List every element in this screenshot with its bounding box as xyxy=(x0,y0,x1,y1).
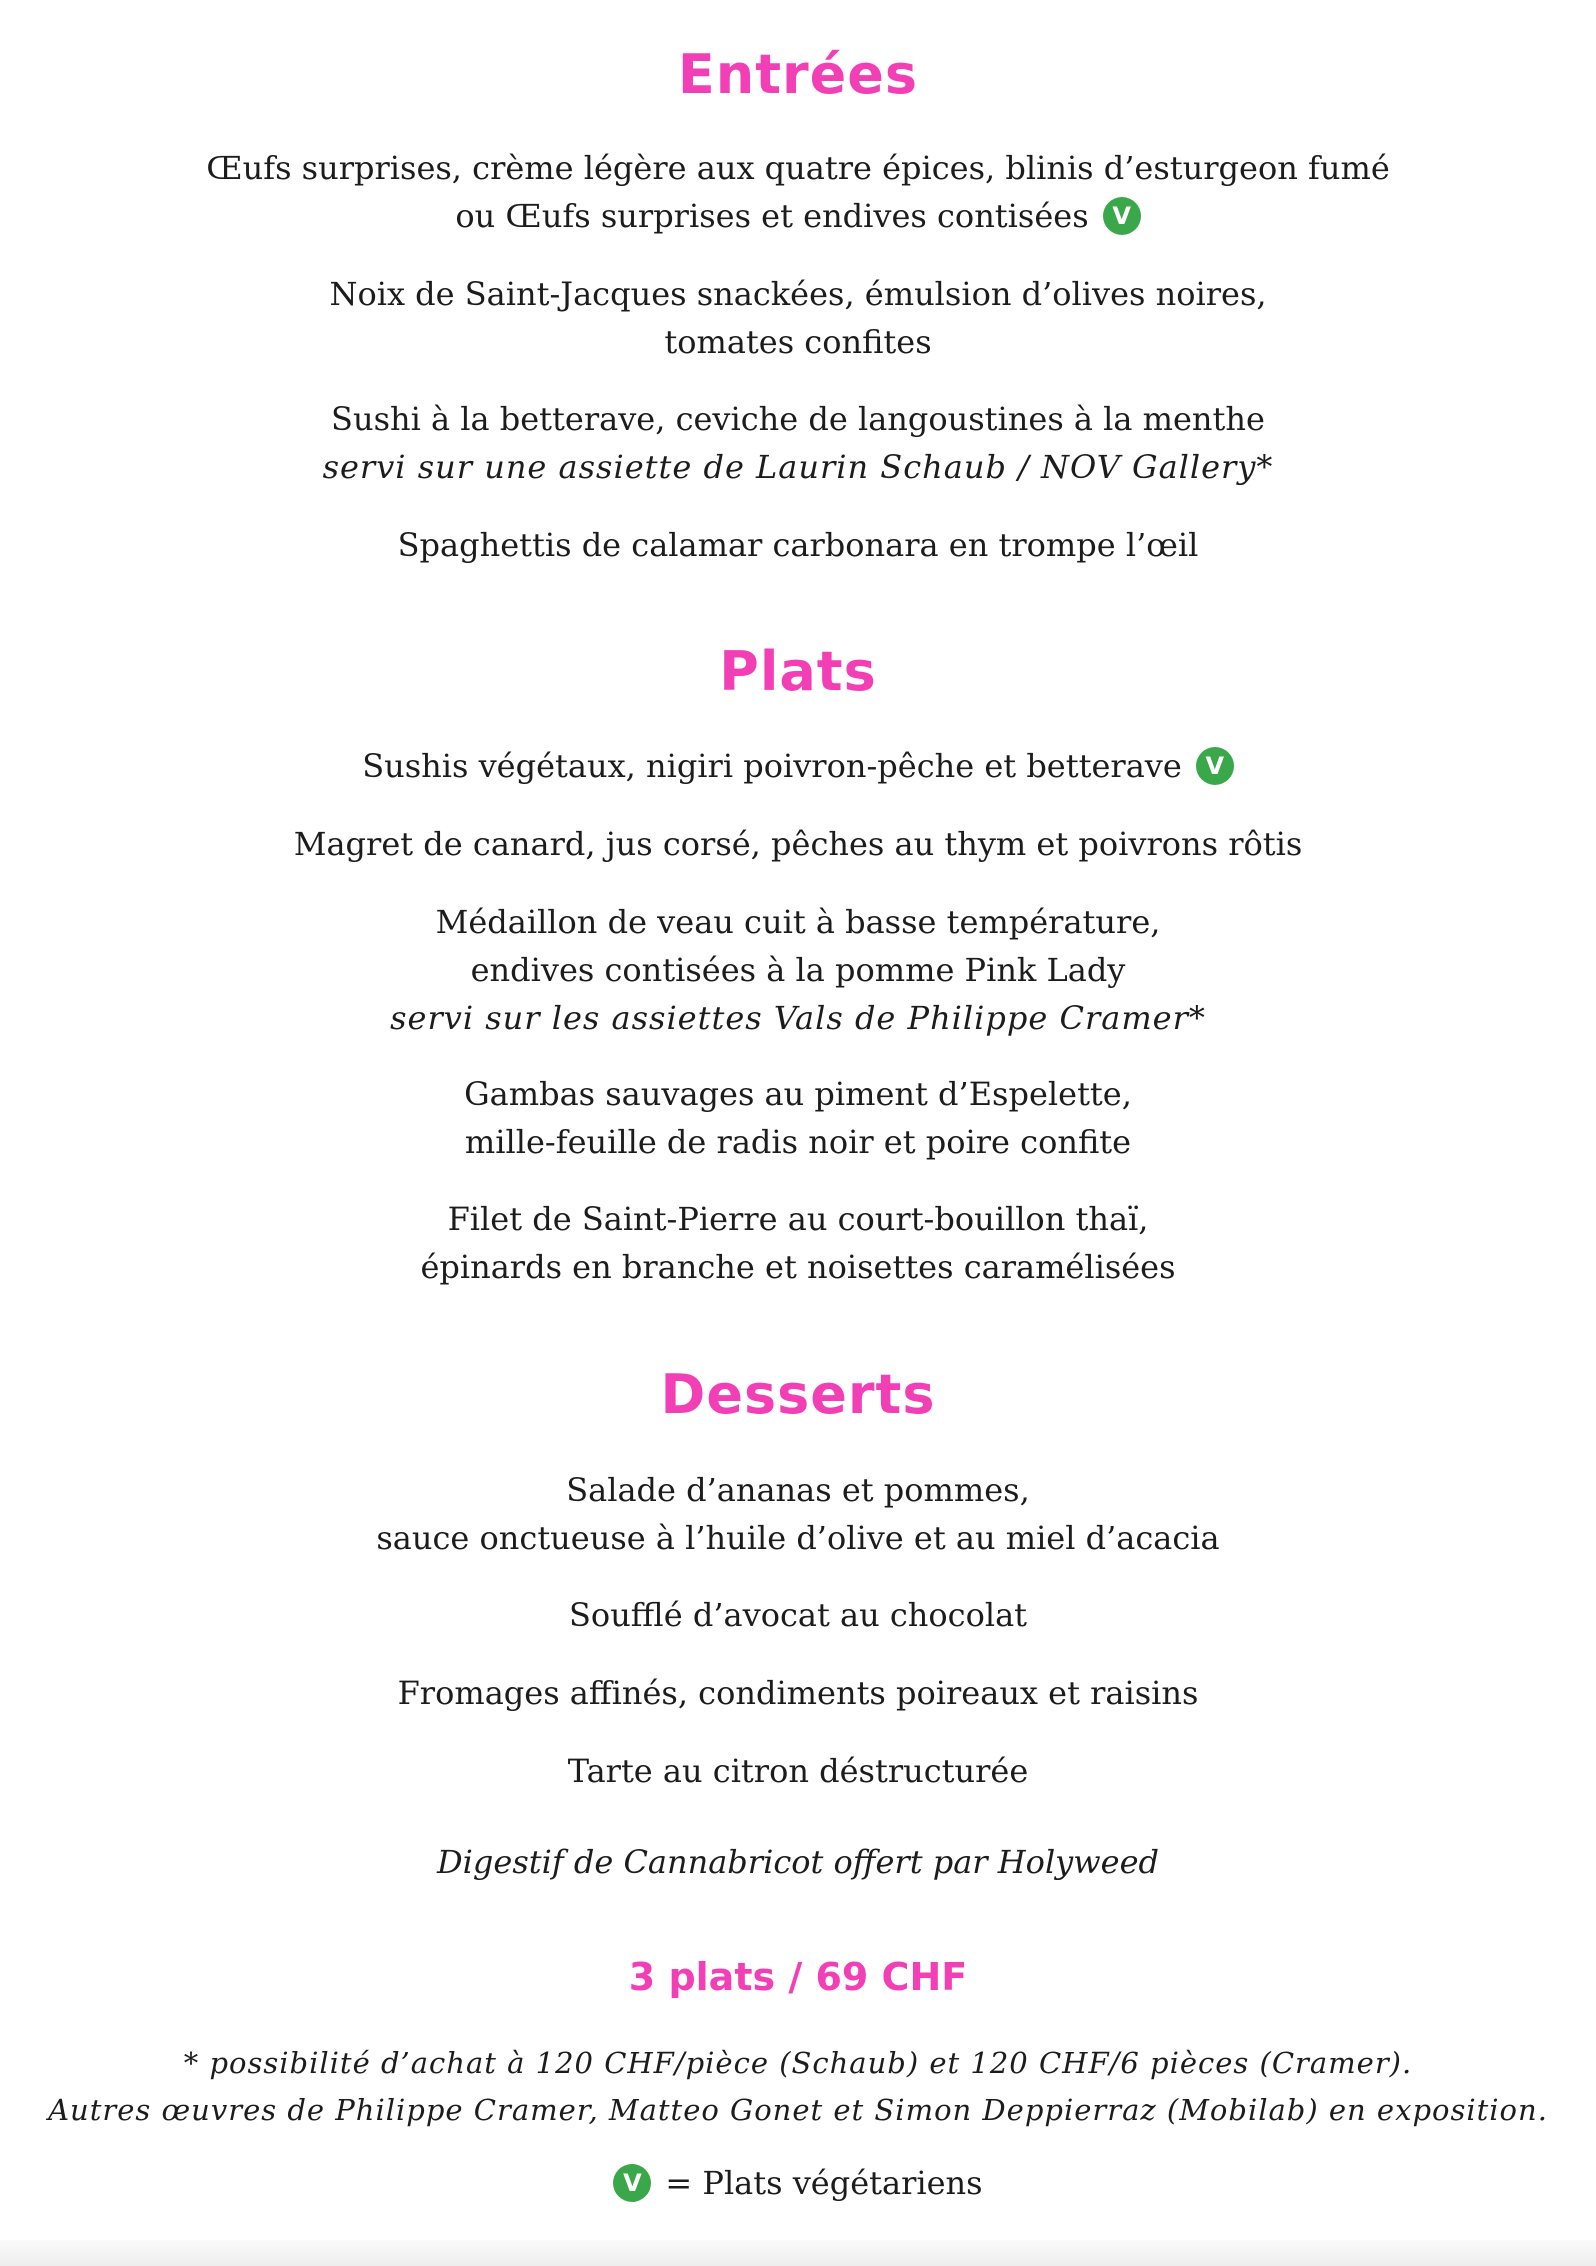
dish-line: épinards en branche et noisettes caramélisées xyxy=(420,1248,1176,1286)
dish-line-with-badge xyxy=(0,742,1596,790)
footnote xyxy=(0,2040,1596,2134)
dish-line: Tarte au citron déstructurée xyxy=(567,1752,1029,1790)
dish-plat-2 xyxy=(0,820,1596,868)
digestif-note: Digestif de Cannabricot offert par Holyweed xyxy=(437,1843,1159,1881)
dish-line: Soufflé d’avocat au chocolat xyxy=(569,1596,1027,1634)
dish-line: Gambas sauvages au piment d’Espelette, xyxy=(464,1075,1132,1113)
dish-line: Sushis végétaux, nigiri poivron-pêche et betterave xyxy=(362,747,1182,785)
vegetarian-legend xyxy=(0,2159,1596,2207)
dish-entree-1 xyxy=(0,144,1596,240)
dish-line-with-badge xyxy=(0,192,1596,240)
vegetarian-icon: V xyxy=(613,2164,651,2202)
dish-line: Noix de Saint-Jacques snackées, émulsion d’olives noires, xyxy=(329,275,1267,313)
page-bottom-edge xyxy=(0,2240,1596,2266)
dish-line: Filet de Saint-Pierre au court-bouillon thaï, xyxy=(447,1200,1149,1238)
dish-plat-5 xyxy=(0,1195,1596,1291)
dish-serving-note: servi sur une assiette de Laurin Schaub / NOV Gallery* xyxy=(322,448,1274,486)
dish-dessert-2 xyxy=(0,1591,1596,1639)
dish-line: Médaillon de veau cuit à basse température, xyxy=(435,903,1161,941)
section-title-plats: Plats xyxy=(719,640,877,703)
dish-line: Magret de canard, jus corsé, pêches au thym et poivrons rôtis xyxy=(293,825,1303,863)
dish-dessert-1 xyxy=(0,1466,1596,1562)
dish-line: tomates confites xyxy=(664,323,932,361)
dish-dessert-4 xyxy=(0,1747,1596,1795)
dish-serving-note: servi sur les assiettes Vals de Philippe Cramer* xyxy=(390,999,1206,1037)
dish-dessert-3 xyxy=(0,1669,1596,1717)
legend-text: = Plats végétariens xyxy=(665,2164,983,2202)
dish-entree-3 xyxy=(0,395,1596,491)
dish-entree-2 xyxy=(0,270,1596,366)
dish-line: Sushi à la betterave, ceviche de langoustines à la menthe xyxy=(331,400,1265,438)
dish-line: Spaghettis de calamar carbonara en trompe l’œil xyxy=(397,526,1199,564)
dish-plat-4 xyxy=(0,1070,1596,1166)
dish-line: Salade d’ananas et pommes, xyxy=(566,1471,1030,1509)
footnote-line: Autres œuvres de Philippe Cramer, Matteo Gonet et Simon Deppierraz (Mobilab) en exposition. xyxy=(48,2093,1548,2127)
footnote-line: * possibilité d’achat à 120 CHF/pièce (Schaub) et 120 CHF/6 pièces (Cramer). xyxy=(183,2046,1413,2080)
menu-price: 3 plats / 69 CHF xyxy=(628,1955,968,1999)
dish-line: ou Œufs surprises et endives contisées xyxy=(455,197,1089,235)
dish-line: Œufs surprises, crème légère aux quatre épices, blinis d’esturgeon fumé xyxy=(206,149,1390,187)
section-title-entrees: Entrées xyxy=(677,43,919,106)
vegetarian-icon: V xyxy=(1196,747,1234,785)
dish-plat-3 xyxy=(0,898,1596,1042)
dish-line: Fromages affinés, condiments poireaux et raisins xyxy=(397,1674,1199,1712)
dish-entree-4 xyxy=(0,521,1596,569)
dish-plat-1 xyxy=(0,742,1596,790)
dish-line: endives contisées à la pomme Pink Lady xyxy=(470,951,1126,989)
dish-line: mille-feuille de radis noir et poire confite xyxy=(464,1123,1132,1161)
vegetarian-icon: V xyxy=(1103,197,1141,235)
section-title-desserts: Desserts xyxy=(660,1363,936,1426)
dish-line: sauce onctueuse à l’huile d’olive et au miel d’acacia xyxy=(376,1519,1220,1557)
